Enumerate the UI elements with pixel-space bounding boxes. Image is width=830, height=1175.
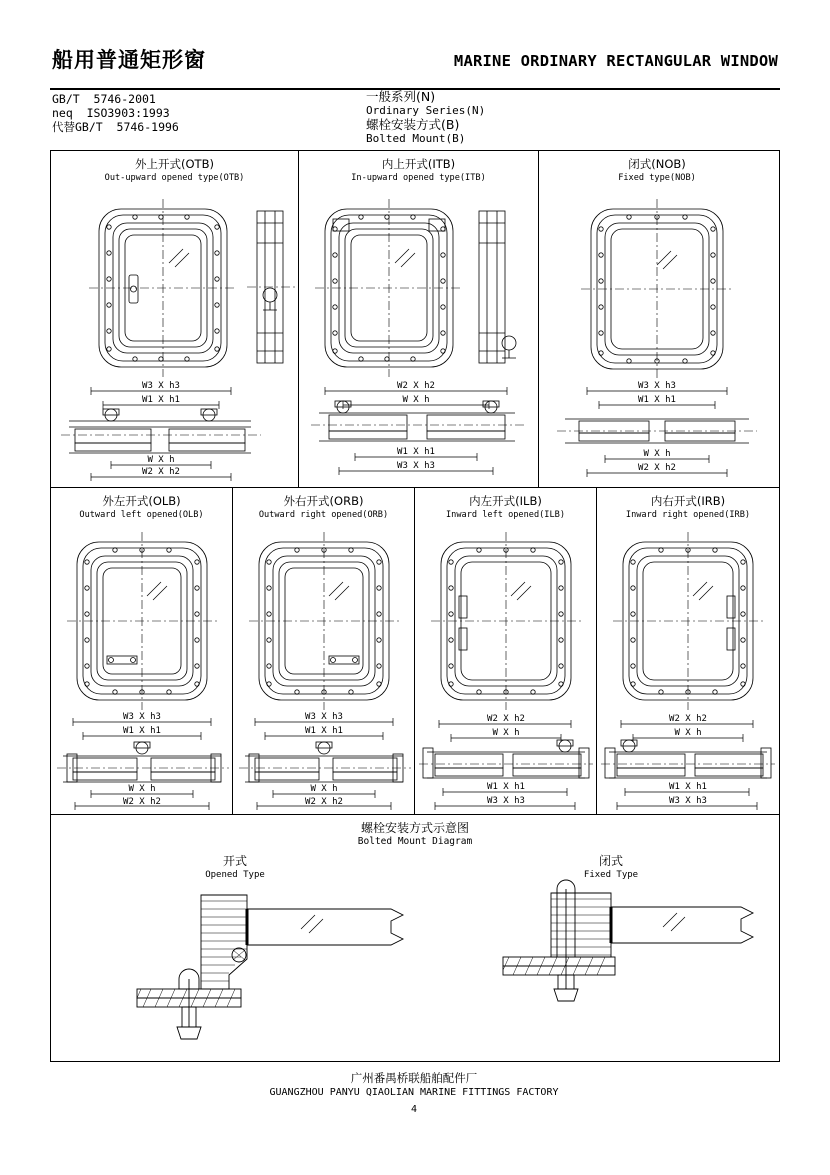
standard-line-3: 代替GB/T 5746-1996 [52,120,179,134]
dim-label: W3 X h3 [487,796,525,806]
dim-label: W1 X h1 [487,782,525,792]
cell-title-itb [299,156,538,183]
dim-label: W2 X h2 [669,714,707,724]
dim-label: W X h [310,784,338,794]
dim-label: W1 X h1 [397,447,435,457]
mount-cn: 螺栓安装方式(B) [366,117,460,132]
page-number: 4 [410,1104,418,1115]
bm-right-label-cn: 闭式 [598,854,624,868]
bolted-mount-title [51,819,779,847]
orb-drawing [233,520,415,810]
standard-block [52,92,179,134]
dim-label: W3 X h3 [669,796,707,806]
cell-title-cn: 外左开式(OLB) [102,494,181,508]
cell-title-nob [539,156,775,183]
irb-drawing [597,520,779,810]
dim-label: W X h [147,455,175,465]
drawing-sheet [50,42,780,1114]
drawing-cell-otb [51,151,299,487]
cell-title-orb [233,493,414,520]
cell-title-en: In-upward opened type(ITB) [351,173,486,183]
drawing-cell-orb [233,488,415,814]
dim-label: W2 X h2 [487,714,525,724]
dim-label: W3 X h3 [638,381,676,391]
ilb-drawing [415,520,597,810]
drawing-cell-ilb [415,488,597,814]
page-title-en: MARINE ORDINARY RECTANGULAR WINDOW [453,52,778,70]
dim-label: W3 X h3 [397,461,435,471]
dim-label: W2 X h2 [397,381,435,391]
series-en: Ordinary Series(N) [366,104,486,117]
series-cn: 一般系列(N) [366,89,436,104]
cell-title-ilb [415,493,596,520]
dim-label: W X h [643,449,671,459]
bolted-mount-title-en: Bolted Mount Diagram [357,836,473,847]
dim-label: W1 X h1 [305,726,343,736]
cell-title-irb [597,493,779,520]
page-header [50,42,780,90]
cell-title-cn: 外上开式(OTB) [135,157,214,171]
standard-line-1: GB/T 5746-2001 [52,92,156,106]
standard-line-2: neq ISO3903:1993 [52,106,170,120]
itb-drawing [299,183,539,483]
bm-left-label-en: Opened Type [205,870,265,880]
cell-title-en: Inward left opened(ILB) [446,510,565,520]
nob-drawing [539,183,775,483]
company-name-en: GUANGZHOU PANYU QIAOLIAN MARINE FITTINGS FACTORY [269,1087,559,1098]
dim-label: W X h [128,784,156,794]
dim-label: W2 X h2 [142,467,180,477]
cell-title-en: Outward right opened(ORB) [258,510,389,520]
dim-label: W3 X h3 [142,381,180,391]
drawing-cell-itb [299,151,539,487]
series-block [366,90,485,146]
cell-title-en: Fixed type(NOB) [618,173,696,183]
cell-title-otb [51,156,298,183]
dim-label: W X h [492,728,520,738]
cell-title-cn: 内左开式(ILB) [469,494,542,508]
drawing-cell-irb [597,488,779,814]
mount-en: Bolted Mount(B) [366,132,466,145]
cell-title-en: Inward right opened(IRB) [625,510,751,520]
cell-title-cn: 闭式(NOB) [628,157,686,171]
dim-label: W X h [402,395,430,405]
dim-label: W1 X h1 [638,395,676,405]
dim-label: W2 X h2 [305,797,343,807]
dim-label: W3 X h3 [123,712,161,722]
dim-label: W2 X h2 [123,797,161,807]
dim-label: W1 X h1 [123,726,161,736]
bolted-mount-title-cn: 螺栓安装方式示意图 [360,821,469,835]
drawing-grid [50,150,780,1062]
dim-label: W1 X h1 [669,782,707,792]
page-title-cn: 船用普通矩形窗 [52,48,206,72]
olb-drawing [51,520,233,810]
dim-label: W X h [674,728,702,738]
bm-right-label-en: Fixed Type [583,870,639,880]
page-footer [50,1070,778,1098]
cell-title-cn: 内右开式(IRB) [650,494,726,508]
cell-title-en: Outward left opened(OLB) [79,510,204,520]
cell-title-cn: 外右开式(ORB) [283,494,364,508]
otb-drawing [51,183,299,483]
drawing-cell-olb [51,488,233,814]
drawing-row-1 [51,151,779,488]
drawing-cell-nob [539,151,775,487]
bolted-mount-drawing [51,849,779,1049]
dim-label: W3 X h3 [305,712,343,722]
bolted-mount-row [51,819,779,1063]
company-name-cn: 广州番禺桥联船舶配件厂 [350,1071,478,1085]
dim-label: W1 X h1 [142,395,180,405]
bm-left-label-cn: 开式 [222,854,248,868]
cell-title-en: Out-upward opened type(OTB) [104,173,245,183]
cell-title-olb [51,493,232,520]
cell-title-cn: 内上开式(ITB) [381,157,456,171]
dim-label: W2 X h2 [638,463,676,473]
drawing-row-2 [51,488,779,815]
